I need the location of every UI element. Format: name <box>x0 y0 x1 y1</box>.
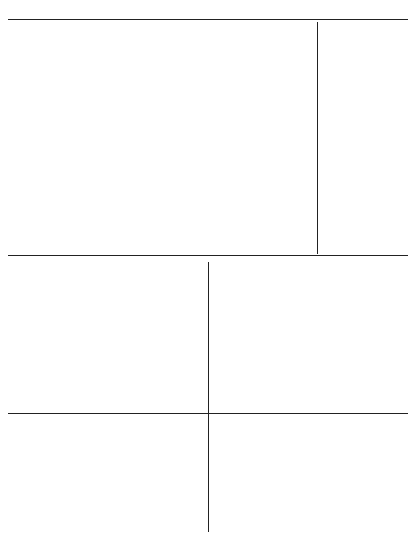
section-rule <box>8 413 408 414</box>
ramban-left-column <box>8 418 200 532</box>
commentary-divider <box>208 262 209 532</box>
ramban-right-column <box>216 418 408 532</box>
rashi-right-column <box>216 262 408 412</box>
torah-text <box>8 22 314 254</box>
text-rule <box>8 255 408 256</box>
column-divider <box>317 22 318 254</box>
rashi-left-column <box>8 262 200 412</box>
running-header <box>8 6 408 20</box>
header-rule <box>8 19 408 20</box>
onkelos-column <box>322 22 408 254</box>
